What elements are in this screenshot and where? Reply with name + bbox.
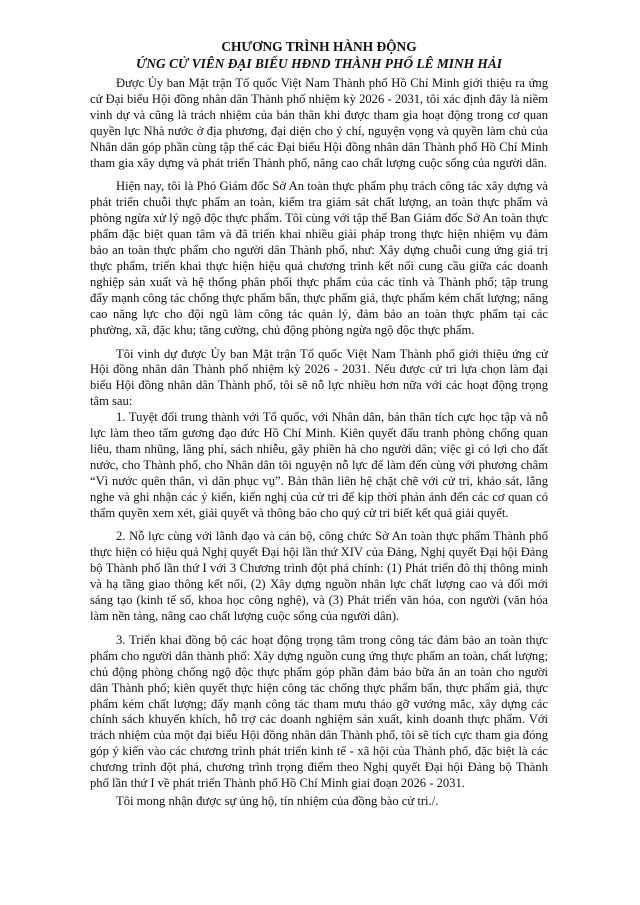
- action-item-1: 1. Tuyệt đối trung thành với Tổ quốc, với Nhân dân, bản thân tích cực học tập và nỗ lực làm theo tấm gương đạo đức Hồ Chí Minh. Kiên quyết đấu tranh phòng chống quan liêu, tham nhũng, lãng phí, sách nhiễu, gây phiền hà cho người dân; việc gì có lợi cho đất nước, cho Thành phố, cho Nhân dân tôi nguyện nỗ lực để làm đến cùng với phương châm “Vì nước quên thân, vì dân phục vụ”. Bản thân liên hệ chặt chẽ với cử tri, khảo sát, lắng nghe và ghi nhận các ý kiến, kiến nghị của cử tri để kịp thời phản ánh đến các cơ quan có thẩm quyền xem xét, giải quyết và thông báo cho quý cử tri biết kết quả giải quyết.: [90, 410, 548, 520]
- document-page: [90, 38, 548, 810]
- action-item-3: 3. Triển khai đồng bộ các hoạt động trọng tâm trong công tác đảm bảo an toàn thực phẩm cho người dân thành phố: Xây dựng nguồn cung ứng thực phẩm an toàn, chất lượng; chủ động phòng chống ngộ độc thực phẩm góp phần đảm bảo bữa ăn an toàn cho người dân Thành phố; kiên quyết thực hiện công tác chống thực phẩm bẩn, thực phẩm giả, thực phẩm kém chất lượng; đẩy mạnh công tác tham mưu tháo gỡ vướng mắc, xây dựng các chính sách khuyến khích, hỗ trợ các doanh nghiệm sản xuất, kinh doanh thực phẩm. Với trách nhiệm của một đại biểu Hội đồng nhân dân Thành phố, tôi sẽ tích cực tham gia đóng góp ý kiến vào các chương trình phát triển kinh tế - xã hội của Thành phố, đặc biệt là các chương trình đột phá, chương trình trọng điểm theo Nghị quyết Đại hội Đảng bộ Thành phố lần thứ I về phát triển Thành phố Hồ Chí Minh giai đoạn 2026 - 2031.: [90, 632, 548, 791]
- commitment-paragraph: Tôi vinh dự được Ủy ban Mặt trận Tổ quốc Việt Nam Thành phố giới thiệu ứng cử Hội đồng nhân dân Thành phố nhiệm kỳ 2026 - 2031. Nếu được cử tri lựa chọn làm đại biểu Hội đồng nhân dân Thành phố, tôi sẽ nỗ lực nhiều hơn nữa với các hoạt động trọng tâm sau:: [90, 346, 548, 409]
- document-subtitle: ỨNG CỬ VIÊN ĐẠI BIỂU HĐND THÀNH PHỐ LÊ MINH HẢI: [136, 56, 502, 71]
- intro-paragraph: Được Ủy ban Mặt trận Tổ quốc Việt Nam Thành phố Hồ Chí Minh giới thiệu ra ứng cử Đại biểu Hội đồng nhân dân Thành phố nhiệm kỳ 2026 - 2031, tôi xác định đây là niềm vinh dự và cũng là trách nhiệm của bản thân khi được tham gia hoạt động trong cơ quan quyền lực Nhà nước ở địa phương, đại diện cho ý chí, nguyện vọng và quyền làm chủ của Nhân dân góp phần cùng tập thể các Đại biểu Hội đồng nhân dân Thành phố Hồ Chí Minh tham gia xây dựng và phát triển Thành phố, nâng cao chất lượng cuộc sống của người dân.: [90, 76, 548, 170]
- document-title: CHƯƠNG TRÌNH HÀNH ĐỘNG: [221, 39, 417, 54]
- closing-paragraph: Tôi mong nhận được sự ủng hộ, tín nhiệm của đồng bào cử tri./.: [116, 793, 439, 808]
- action-item-2: 2. Nỗ lực cùng với lãnh đạo và cán bộ, công chức Sở An toàn thực phẩm Thành phố thực hiện có hiệu quả Nghị quyết Đại hội lần thứ XIV của Đảng, Nghị quyết Đại hội Đảng bộ Thành phố lần thứ I với 3 Chương trình đột phá chính: (1) Phát triển đô thị thông minh và hạ tầng giao thông kết nối, (2) Xây dựng nguồn nhân lực chất lượng cao và đổi mới sáng tạo (kinh tế số, khoa học công nghệ), và (3) Phát triển văn hóa, con người (văn hóa làm nền tảng, nâng cao chất lượng cuộc sống của người dân).: [90, 529, 548, 623]
- current-role-paragraph: Hiện nay, tôi là Phó Giám đốc Sở An toàn thực phẩm phụ trách công tác xây dựng và phát triển chuỗi thực phẩm an toàn, kiểm tra giám sát chất lượng, an toàn thực phẩm và phòng ngừa xử lý ngộ độc thực phẩm. Tôi cùng với tập thể Ban Giám đốc Sở An toàn thực phẩm đặc biệt quan tâm và đã triển khai nhiều giải pháp trong thực hiện nhiệm vụ đảm bảo an toàn thực phẩm cho người dân Thành phố, như: Xây dựng chuỗi cung ứng giá trị thực phẩm, triển khai thực hiện hiệu quả chương trình kết nối cung cầu giữa các doanh nghiệp sản xuất và hệ thống phân phối thực phẩm của các tỉnh và Thành phố; tập trung đẩy mạnh công tác chống thực phẩm bẩn, thực phẩm giả, thực phẩm kém chất lượng; nâng cao năng lực cho đội ngũ làm công tác quản lý, đảm bảo an toàn thực phẩm tại các phường, xã, đặc khu; tăng cường, chủ động phòng ngừa ngộ độc thực phẩm.: [90, 179, 548, 337]
